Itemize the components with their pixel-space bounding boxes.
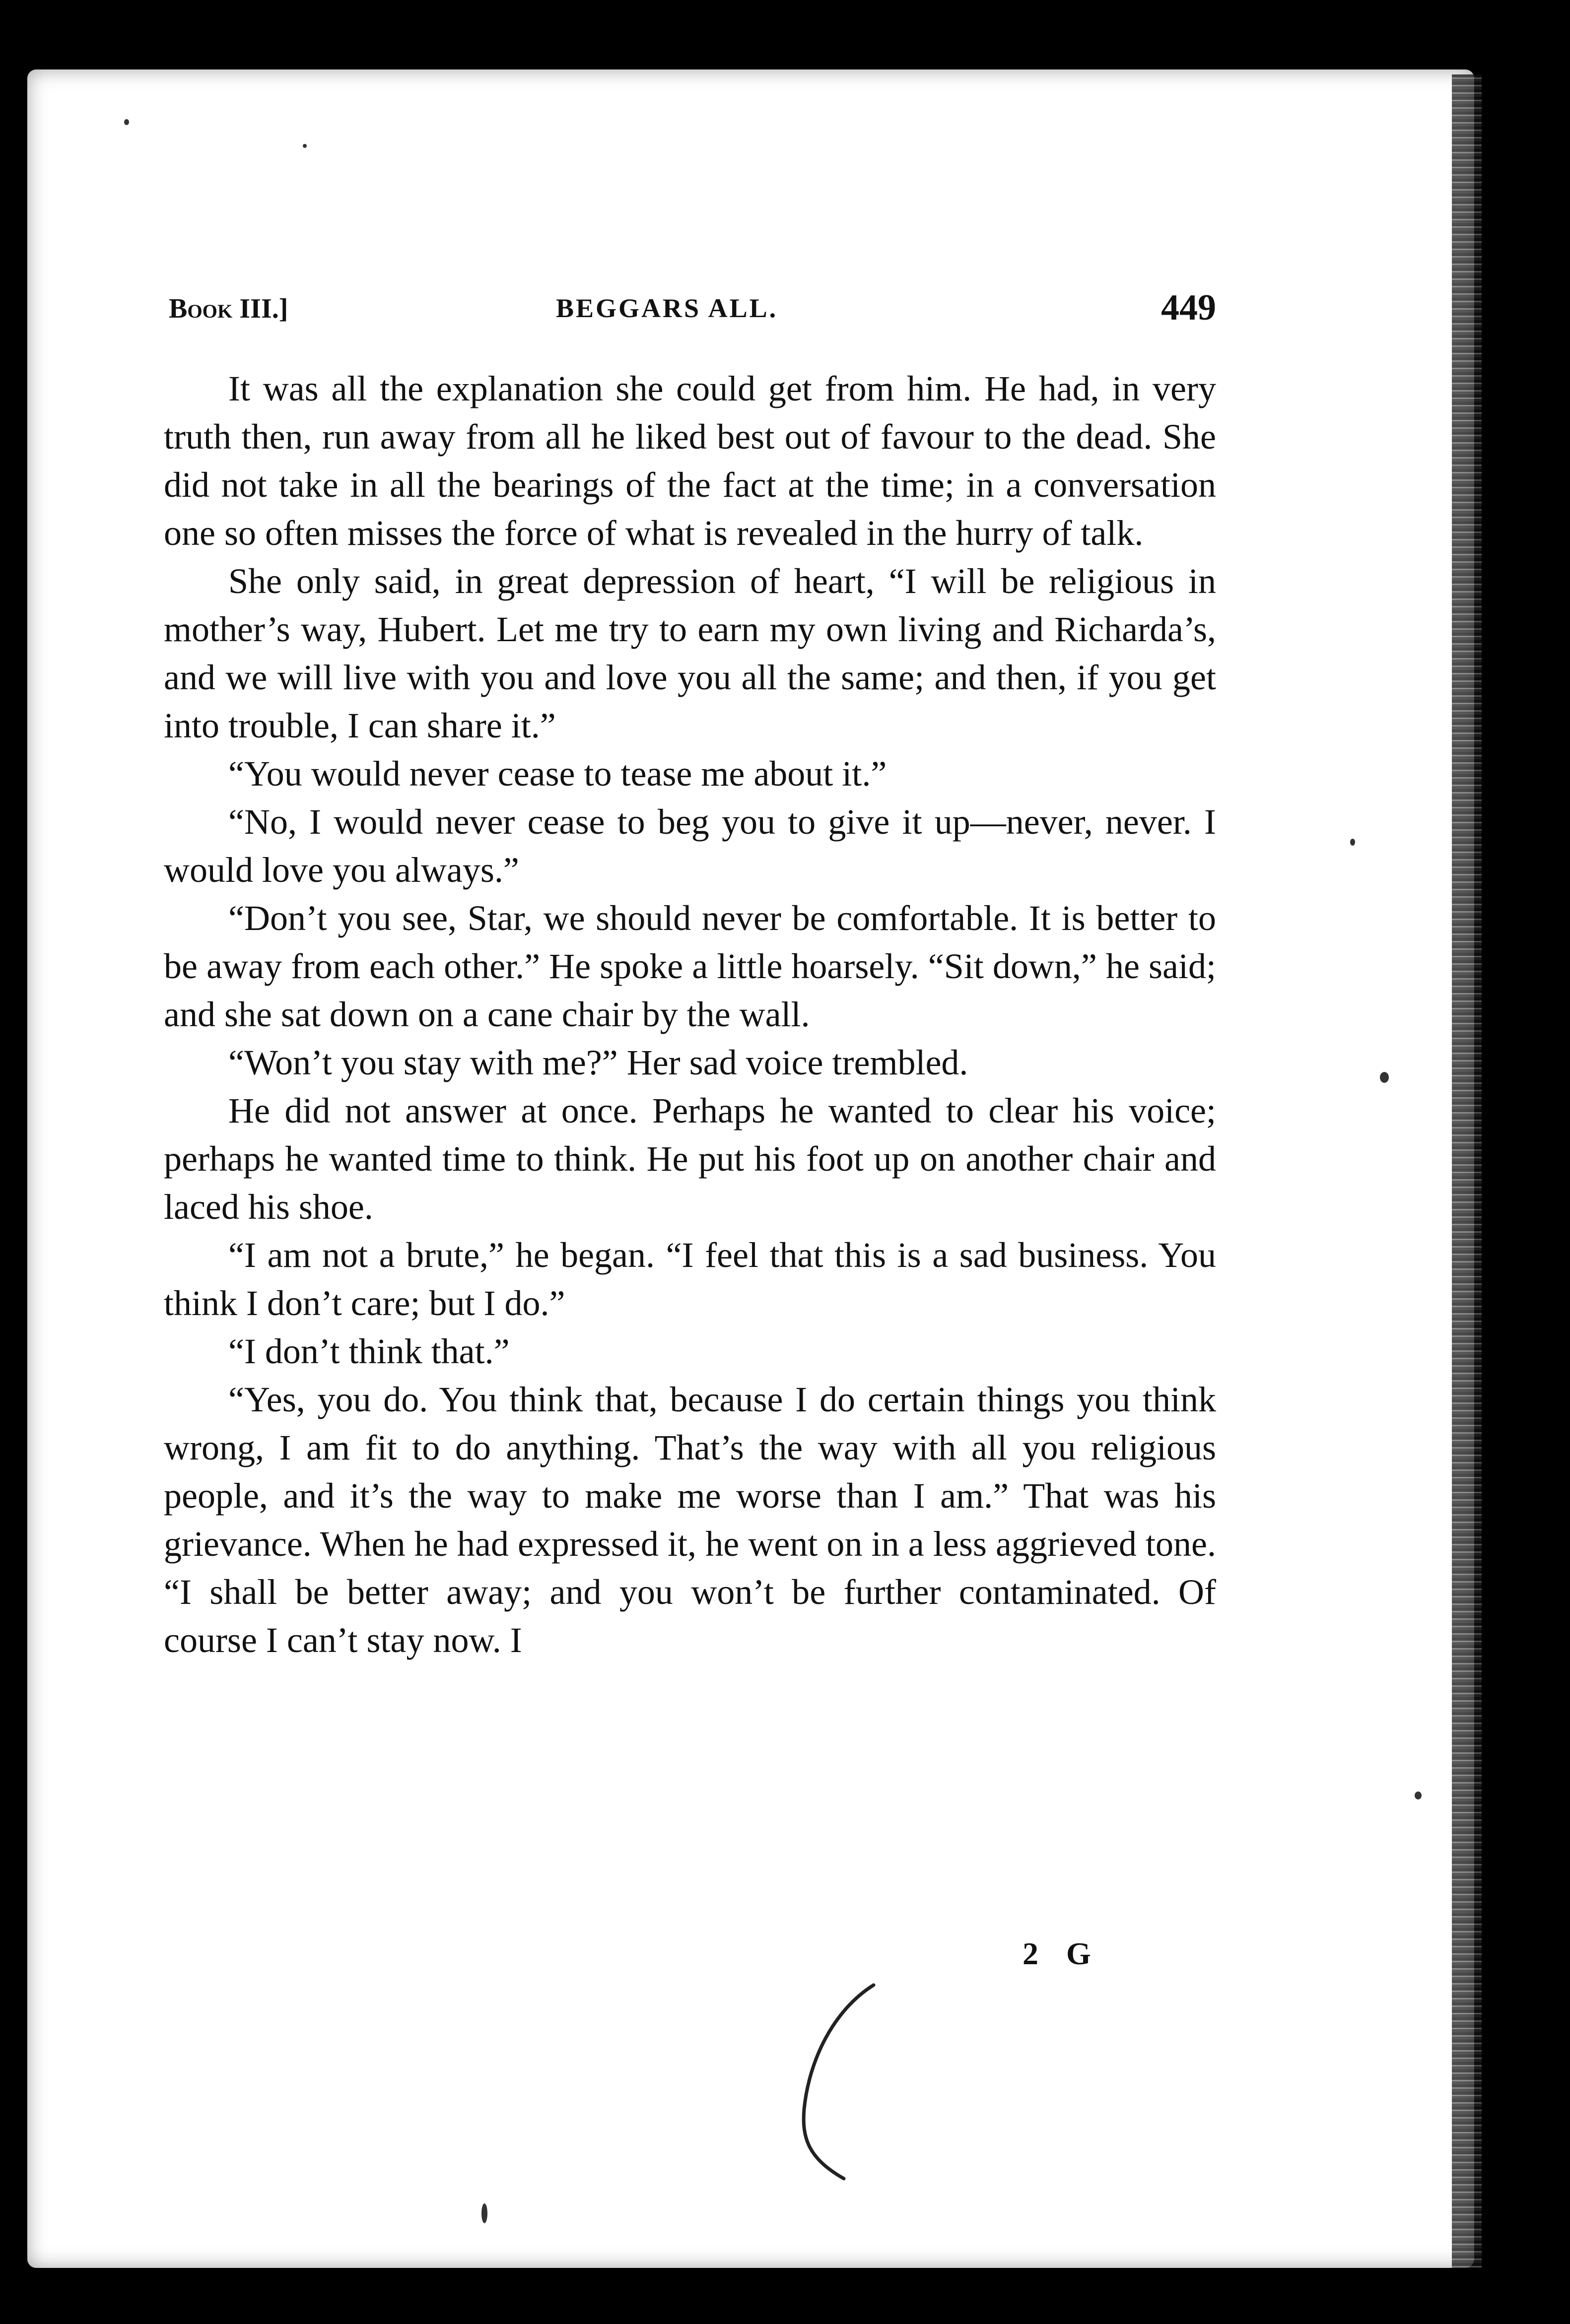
speck [1380, 1072, 1389, 1083]
signature-mark: 2 G [1023, 1936, 1101, 1971]
paragraph: “No, I would never cease to beg you to give it up—never, never. I would love you always.” [164, 802, 1216, 890]
pencil-bracket-mark [789, 1980, 888, 2198]
running-title: BEGGARS ALL. [556, 293, 778, 323]
paragraph: “I don’t think that.” [228, 1331, 510, 1371]
page-edge [1452, 74, 1482, 2268]
page-number: 449 [1161, 287, 1216, 328]
body-text [164, 365, 1216, 1664]
book-label: Book III.] [169, 293, 288, 324]
speck [1350, 839, 1355, 846]
speck [303, 144, 307, 148]
paragraph: He did not answer at once. Perhaps he wanted to clear his voice; perhaps he wanted time to think. He put his foot up on another chair and laced his shoe. [164, 1091, 1216, 1227]
speck [481, 2203, 487, 2223]
speck [124, 119, 129, 125]
speck [1415, 1792, 1422, 1799]
paragraph: “Won’t you stay with me?” Her sad voice trembled. [228, 1043, 968, 1082]
paragraph: “Yes, you do. You think that, because I do certain things you think wrong, I am fit to do anything. That’s the way with all you religious people, and it’s the way to make me worse than I am.” That was his grievance. When he had expressed it, he went on in a less aggrieved tone. “I shall be better away; and you won’t be further contaminated. Of course I can’t stay now. I [164, 1380, 1216, 1660]
paragraph: She only said, in great depression of heart, “I will be religious in mother’s way, Hubert. Let me try to earn my own living and Richarda’s, and we will live with you and love you all the same; and then, if you get into trouble, I can share it.” [164, 561, 1216, 745]
paragraph: “Don’t you see, Star, we should never be comfortable. It is better to be away from each other.” He spoke a little hoarsely. “Sit down,” he said; and she sat down on a cane chair by the wall. [164, 898, 1216, 1034]
paragraph: “I am not a brute,” he began. “I feel that this is a sad business. You think I don’t care; but I do.” [164, 1235, 1216, 1323]
running-header [169, 287, 1216, 332]
paragraph: It was all the explanation she could get from him. He had, in very truth then, run away from all he liked best out of favour to the dead. She did not take in all the bearings of the fact at the time; in a conversation one so often misses the force of what is revealed in the hurry of talk. [164, 369, 1216, 553]
paragraph: “You would never cease to tease me about it.” [228, 754, 887, 794]
